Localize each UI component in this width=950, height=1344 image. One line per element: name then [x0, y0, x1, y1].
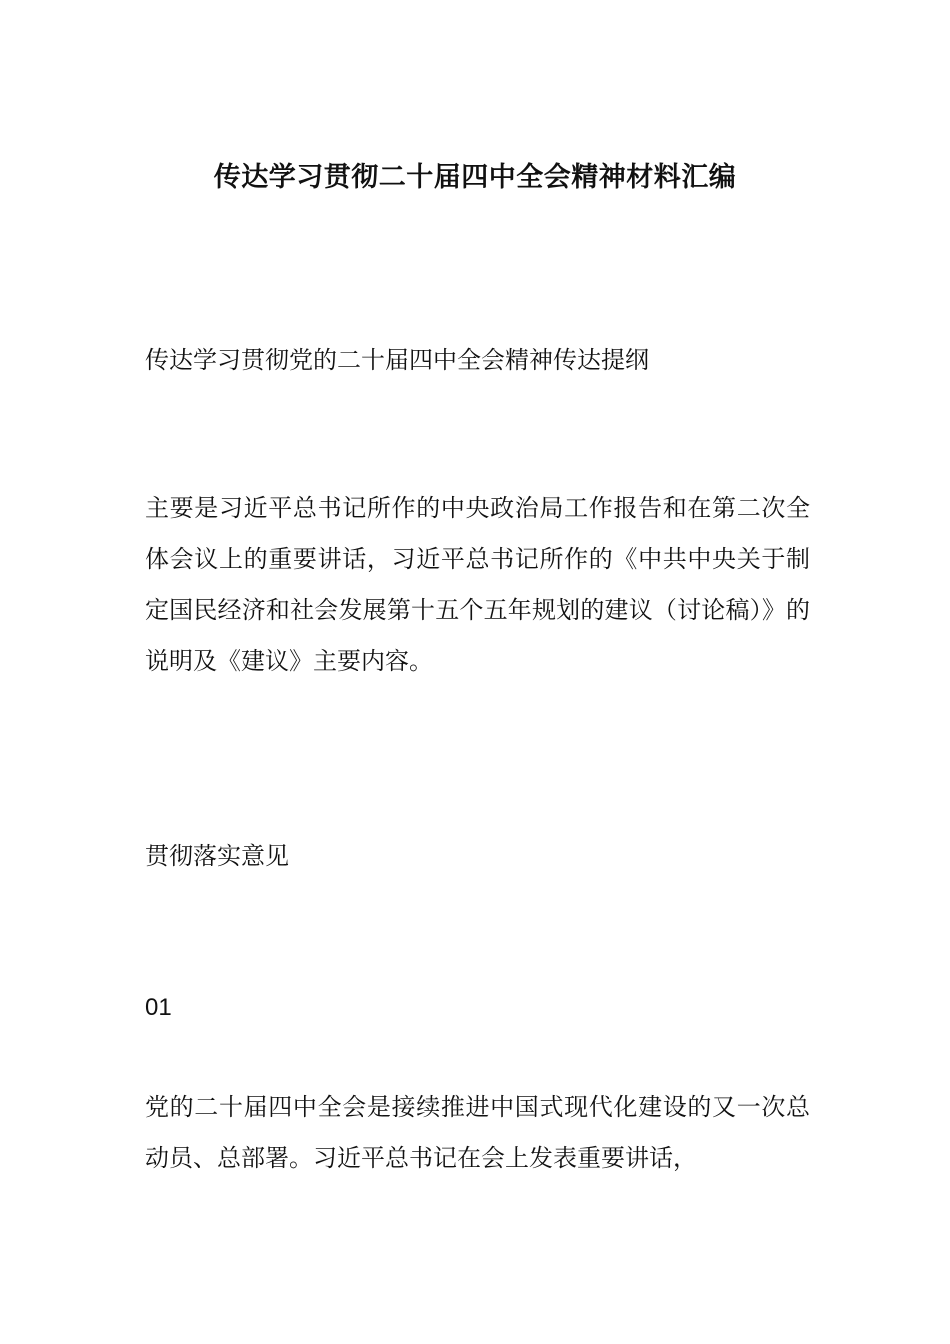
section-paragraph: 党的二十届四中全会是接续推进中国式现代化建设的又一次总动员、总部署。习近平总书记在会上发表重要讲话， — [145, 1093, 810, 1172]
document-title: 传达学习贯彻二十届四中全会精神材料汇编 — [213, 162, 737, 193]
main-content-paragraph: 主要是习近平总书记所作的中央政治局工作报告和在第二次全体会议上的重要讲话，习近平总书记所作的《中共中央关于制定国民经济和社会发展第十五个五年规划的建议（讨论稿）》的说明及《建议》主要内容。 — [145, 494, 810, 675]
outline-subtitle: 传达学习贯彻党的二十届四中全会精神传达提纲 — [145, 346, 649, 374]
section-heading: 贯彻落实意见 — [145, 842, 289, 870]
section-number: 01 — [145, 994, 172, 1021]
